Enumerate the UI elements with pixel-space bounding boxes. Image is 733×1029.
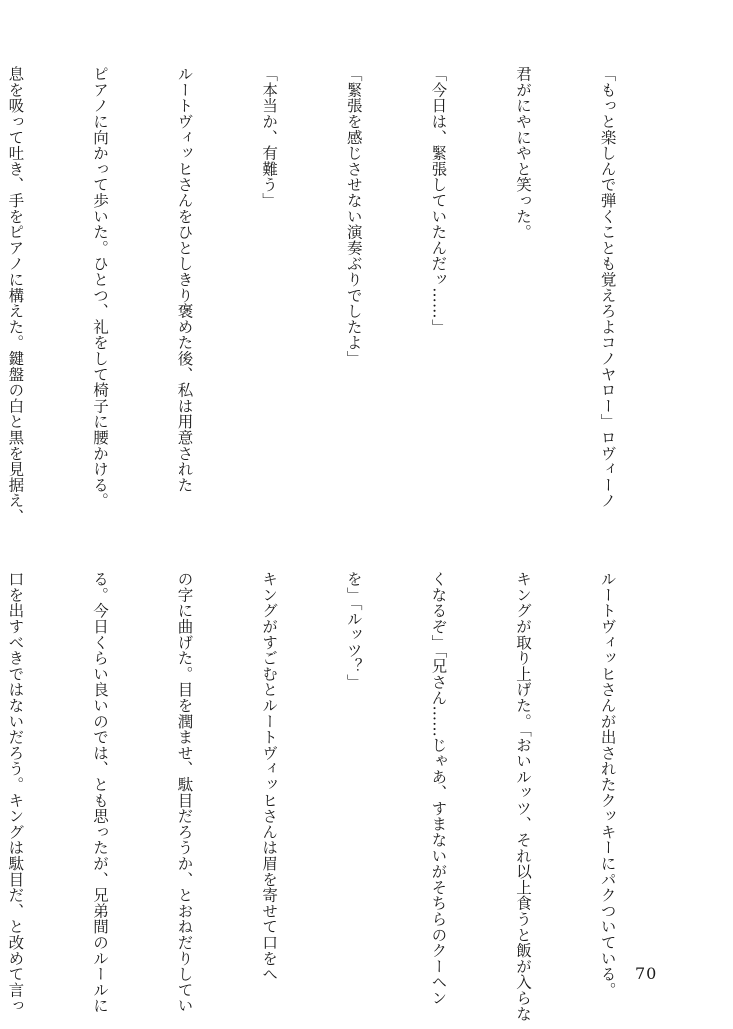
text-line: を」「ルッツ？」 [344,571,363,690]
text-line: る。今日くらい良いのでは、とも思ったが、兄弟間のルールに [90,571,109,1014]
text-line: キングがすごむとルートヴィッヒさんは眉を寄せて口をへ [260,571,279,982]
text-block-top [0,66,678,536]
text-line: 君がにやにやと笑った。 [513,66,532,240]
text-line: 「緊張を感じさせない演奏ぶりでしたよ」 [344,66,363,367]
text-line: ルートヴィッヒさんをひとしきり褒めた後、私は用意された [175,66,194,493]
text-line: 口を出すべきではないだろう。キングは駄目だ、と改めて言っ [6,571,25,1014]
text-line: 「本当か、有難う」 [260,66,279,209]
text-line: ピアノに向かって歩いた。ひとつ、礼をして椅子に腰かける。 [90,66,109,509]
text-line: ルートヴィッヒさんが出されたクッキーにパクついている。 [598,571,617,998]
text-line: の字に曲げた。目を潤ませ、駄目だろうか、とおねだりしてい [175,571,194,1014]
text-line: 「もっと楽しんで弾くことも覚えろよコノヤロー」ロヴィーノ [598,66,617,509]
text-line: くなるぞ」「兄さん……じゃあ、すまないがそちらのクーヘン [429,571,448,1006]
text-line: 息を吸って吐き、手をピアノに構えた。鍵盤の白と黒を見据え、 [6,66,25,525]
page-number: 70 [635,964,658,983]
text-line: 「今日は、緊張していたんだッ……」 [429,66,448,335]
text-line: キングが取り上げた。「おいルッツ、それ以上食うと飯が入らな [513,571,532,1022]
